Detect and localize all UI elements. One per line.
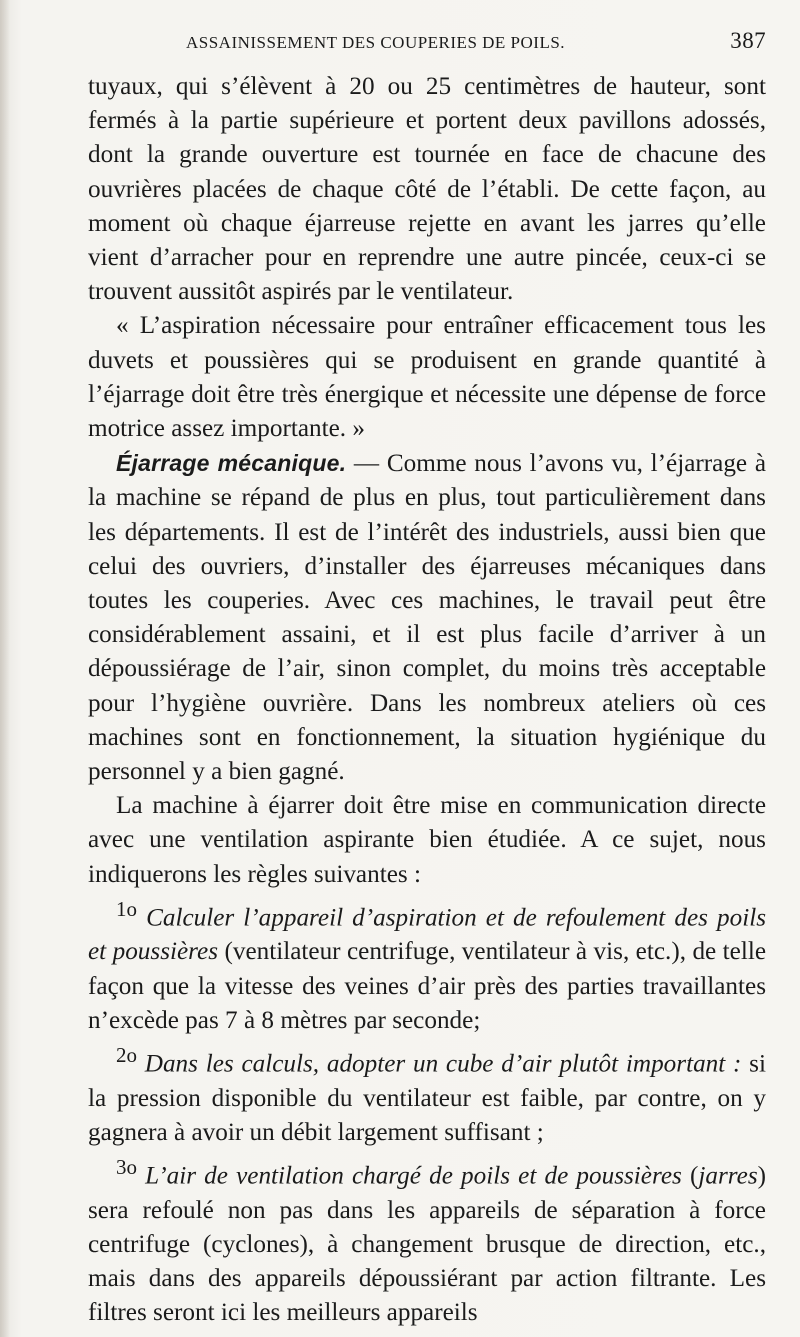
rule-emphasis: jarres <box>698 1162 758 1190</box>
paragraph-text: — Comme nous l’avons vu, l’éjarrage à la machine se répand de plus en plus, tout particulièrement dans les départements. Il est de l’intérêt des industriels, aussi bien que celui des ouvriers, d’installer des éjarreuses mécaniques dans toutes les couperies. Avec ces machines, le travail peut être considérablement assaini, et il est plus facile d’arriver à un dépoussiérage de l’air, sinon complet, du moins très acceptable pour l’hygiène ouvrière. Dans les nombreux ateliers où ces machines sont en fonctionnement, la situation hygiénique du personnel y a bien gagné. <box>88 450 767 786</box>
rule-text: si la pression disponible du ventilateur est faible, par contre, on y gagnera à avoir un débit largement suffisant ; <box>88 1050 766 1146</box>
paragraph <box>88 446 766 789</box>
paragraph: tuyaux, qui s’élèvent à 20 ou 25 centimètres de hauteur, sont fermés à la partie supérieure et portent deux pavillons adossés, dont la grande ouverture est tournée en face de chacune des ouvrières placées de chaque côté de l’établi. De cette façon, au moment où chaque éjarreuse rejette en avant les jarres qu’elle vient d’arracher pour en reprendre une autre pincée, ceux-ci se trouvent aussitôt aspirés par le ventilateur. <box>88 73 766 306</box>
page-number: 387 <box>730 28 766 53</box>
section-lead: Éjarrage mécanique. <box>116 450 347 477</box>
rule-emphasis: Calculer l’appareil d’aspiration et de refoulement des poils et poussières <box>88 904 766 966</box>
rule-emphasis: L’air de ventilation chargé de poils et de poussières <box>145 1162 682 1190</box>
rule-number: 3o <box>116 1155 137 1180</box>
rule-item <box>88 1150 766 1330</box>
paragraph: La machine à éjarrer doit être mise en communication directe avec une ventilation aspirante bien étudiée. A ce sujet, nous indiquerons les règles suivantes : <box>88 792 766 888</box>
rule-text: ( <box>681 1162 699 1190</box>
rule-number: 2o <box>116 1043 137 1068</box>
rule-text: (ventilateur centrifuge, ventilateur à vis, etc.), de telle façon que la vitesse des veines d’air près des parties travaillantes n’excède pas 7 à 8 mètres par seconde; <box>88 938 766 1034</box>
page-gutter-shadow <box>0 0 10 1337</box>
rule-item <box>88 1038 766 1150</box>
rule-text: ) sera refoulé non pas dans les appareils de séparation à force centrifuge (cyclones), à changement brusque de direction, etc., mais dans des appareils dépoussiérant par action filtrante. Les filtres seront ici les meilleurs appareils <box>88 1162 767 1327</box>
body-text <box>88 70 766 1330</box>
rule-emphasis: Dans les calculs, adopter un cube d’air plutôt important : <box>144 1050 742 1078</box>
rule-item <box>88 892 766 1038</box>
paragraph: « L’aspiration nécessaire pour entraîner efficacement tous les duvets et poussières qui se produisent en grande quantité à l’éjarrage doit être très énergique et nécessite une dépense de force motrice assez importante. » <box>88 312 766 443</box>
running-head: ASSAINISSEMENT DES COUPERIES DE POILS. <box>186 33 566 52</box>
page-header <box>88 28 766 70</box>
rule-number: 1o <box>116 896 137 921</box>
